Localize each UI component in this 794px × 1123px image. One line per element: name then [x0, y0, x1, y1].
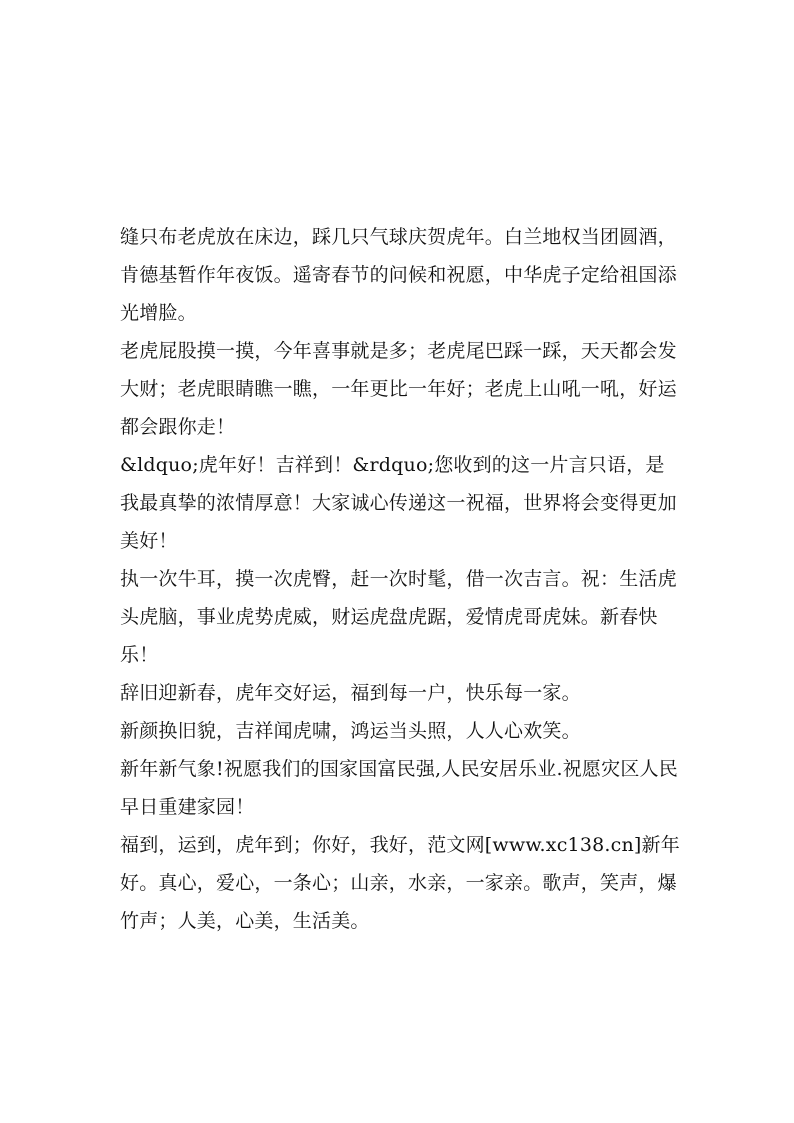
paragraph-8: 福到，运到，虎年到；你好，我好，范文网[www.xc138.cn]新年好。真心，爱心，一条心；山亲，水亲，一家亲。歌声，笑声，爆竹声；人美，心美，生活美。 — [120, 834, 680, 932]
paragraph-3: &ldquo;虎年好！吉祥到！&rdquo;您收到的这一片言只语，是我最真挚的浓情厚意！大家诚心传递这一祝福，世界将会变得更加美好！ — [120, 454, 677, 552]
paragraph-2: 老虎屁股摸一摸，今年喜事就是多；老虎尾巴踩一踩，天天都会发大财；老虎眼睛瞧一瞧，一年更比一年好；老虎上山吼一吼，好运都会跟你走！ — [120, 340, 677, 438]
paragraph-4: 执一次牛耳，摸一次虎臀，赶一次时髦，借一次吉言。祝：生活虎头虎脑，事业虎势虎威，财运虎盘虎踞，爱情虎哥虎妹。新春快乐！ — [120, 568, 677, 666]
paragraph-6: 新颜换旧貌，吉祥闻虎啸，鸿运当头照，人人心欢笑。 — [120, 720, 581, 742]
paragraph-7: 新年新气象!祝愿我们的国家国富民强,人民安居乐业.祝愿灾区人民早日重建家园！ — [120, 758, 678, 818]
paragraph-5: 辞旧迎新春，虎年交好运，福到每一户，快乐每一家。 — [120, 682, 581, 704]
paragraph-1: 缝只布老虎放在床边，踩几只气球庆贺虎年。白兰地权当团圆酒，肯德基暂作年夜饭。遥寄春节的问候和祝愿，中华虎子定给祖国添光增脸。 — [120, 226, 677, 324]
document-body — [120, 218, 680, 940]
